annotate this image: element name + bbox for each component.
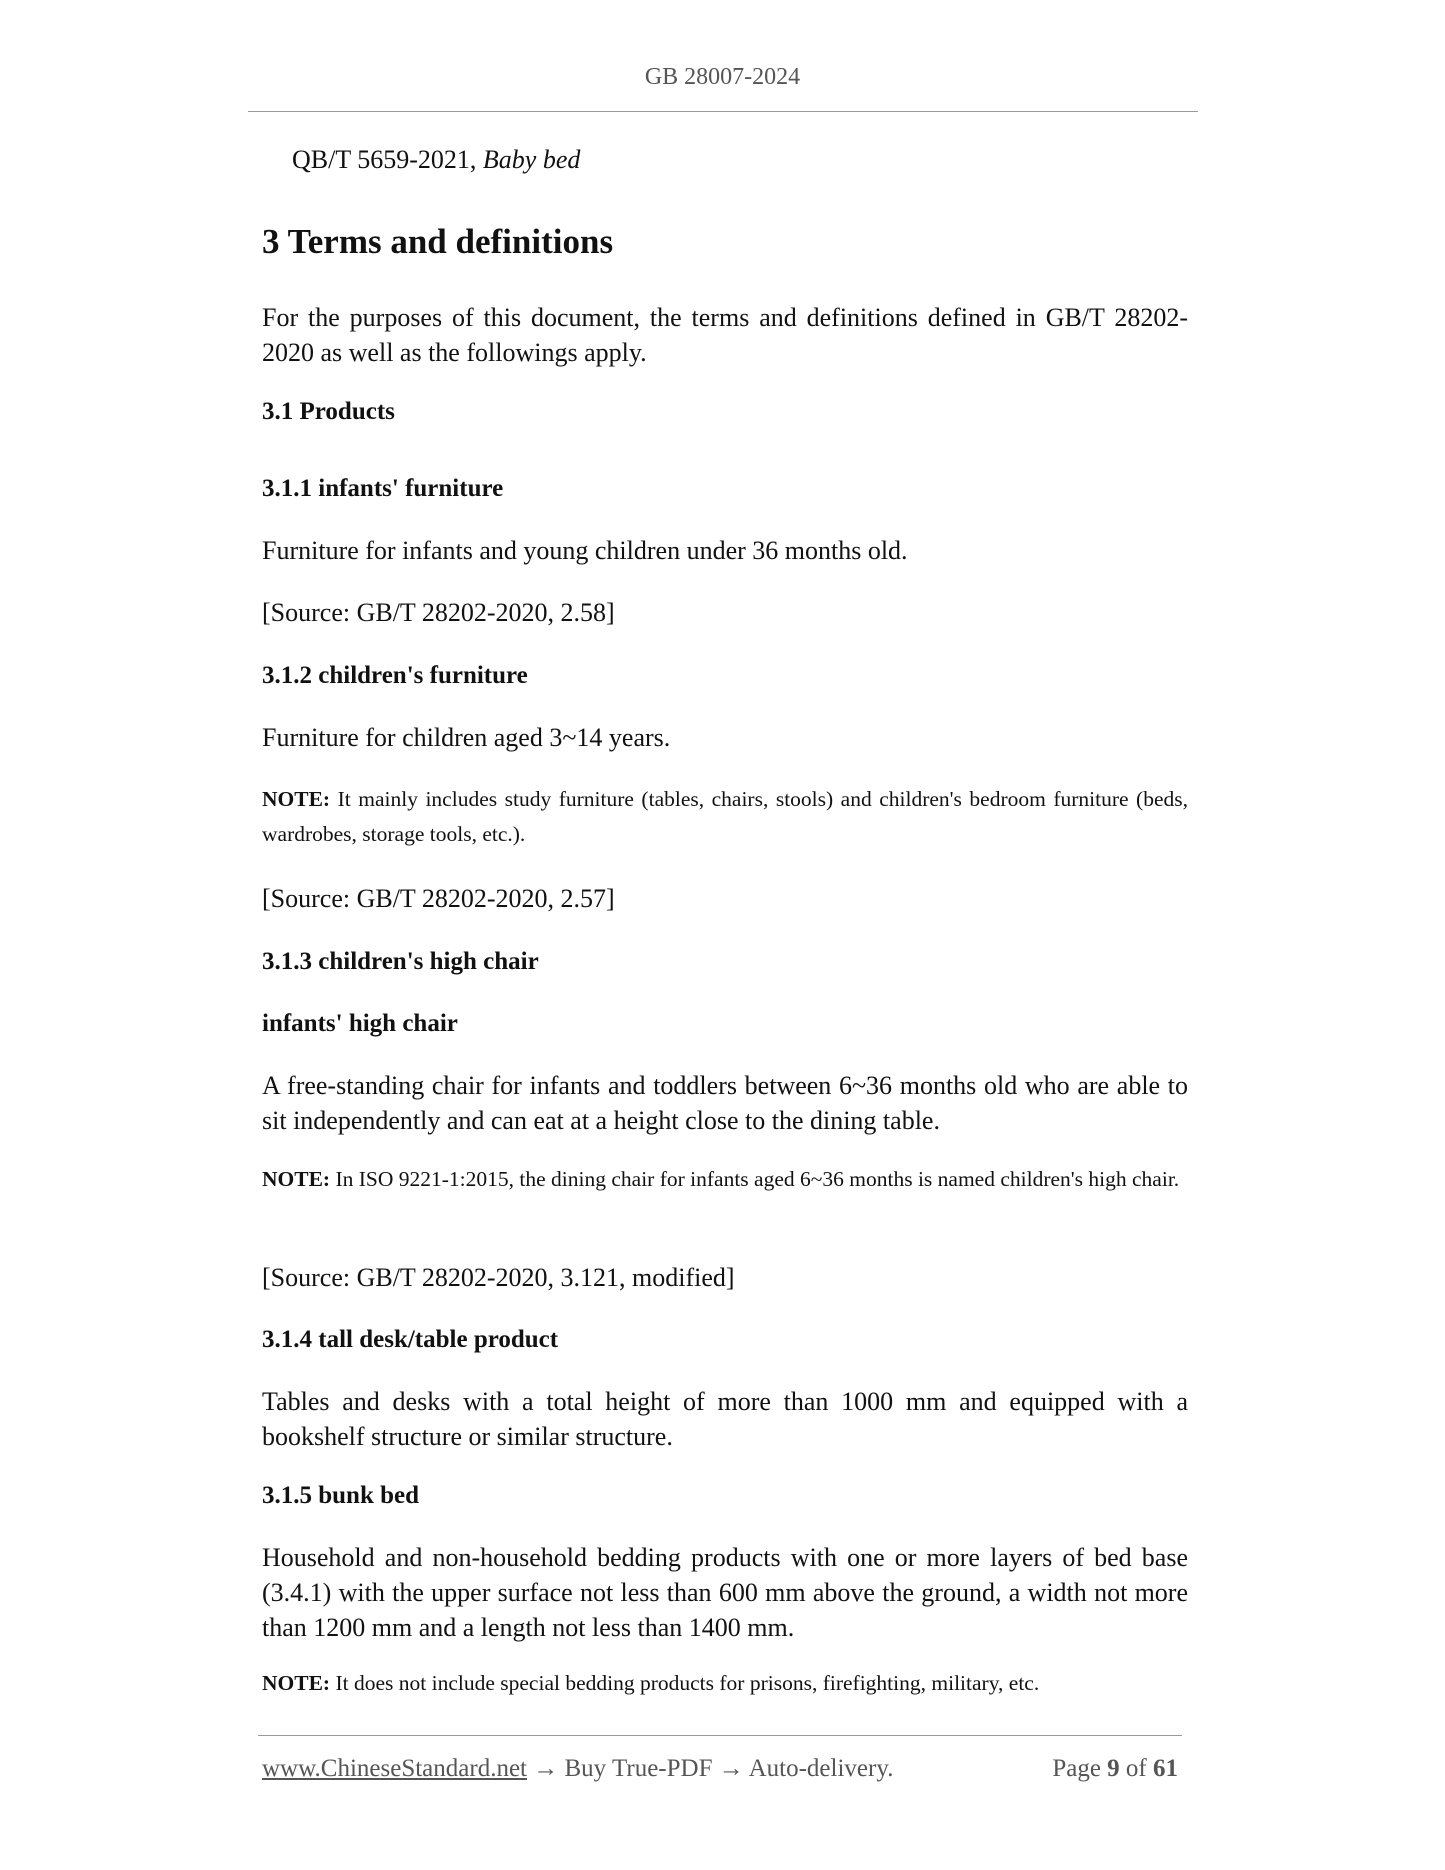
term-note-3-1-5 xyxy=(262,1666,1188,1701)
page-number: 9 xyxy=(1107,1755,1120,1782)
term-source-3-1-2: [Source: GB/T 28202-2020, 2.57] xyxy=(262,884,615,913)
term-definition-3-1-5: Household and non-household bedding products with one or more layers of bed base (3.4.1) with the upper surface not less than 600 mm above the ground, a width not more than 1200 mm and a length not less than 1400 mm. xyxy=(262,1543,1188,1642)
term-definition-3-1-4: Tables and desks with a total height of more than 1000 mm and equipped with a bookshelf structure or similar structure. xyxy=(262,1387,1188,1451)
page-indicator xyxy=(1052,1755,1178,1783)
normative-reference xyxy=(292,140,580,180)
term-heading-3-1-4: 3.1.4 tall desk/table product xyxy=(262,1326,559,1353)
note-label: NOTE: xyxy=(262,787,331,811)
term-heading-3-1-3: 3.1.3 children's high chair xyxy=(262,948,539,975)
term-source-3-1-3: [Source: GB/T 28202-2020, 3.121, modified] xyxy=(262,1263,735,1292)
section-title: 3 Terms and definitions xyxy=(262,222,614,261)
term-note-3-1-2 xyxy=(262,782,1188,852)
page-label: Page xyxy=(1052,1755,1101,1782)
note-text: It mainly includes study furniture (tables, chairs, stools) and children's bedroom furniture (beds, wardrobes, storage tools, etc.). xyxy=(262,787,1189,846)
page-footer xyxy=(262,1755,1178,1783)
term-heading-3-1-1: 3.1.1 infants' furniture xyxy=(262,475,504,502)
document-code-header: GB 28007-2024 xyxy=(644,64,801,90)
reference-code: QB/T 5659-2021, xyxy=(292,145,477,174)
term-definition-3-1-2: Furniture for children aged 3~14 years. xyxy=(262,723,671,752)
note-label: NOTE: xyxy=(262,1671,331,1695)
term-note-3-1-3 xyxy=(262,1162,1188,1197)
term-source-3-1-1: [Source: GB/T 28202-2020, 2.58] xyxy=(262,598,615,627)
footer-divider xyxy=(258,1735,1182,1736)
reference-title: Baby bed xyxy=(482,145,581,174)
intro-paragraph: For the purposes of this document, the terms and definitions defined in GB/T 28202-2020 as well as the followings apply. xyxy=(262,303,1188,367)
note-text: It does not include special bedding products for prisons, firefighting, military, etc. xyxy=(335,1671,1040,1695)
header-divider xyxy=(248,111,1198,112)
page-total: 61 xyxy=(1153,1755,1178,1782)
term-heading-3-1-2: 3.1.2 children's furniture xyxy=(262,662,528,689)
term-definition-3-1-1: Furniture for infants and young children under 36 months old. xyxy=(262,536,908,565)
subsection-title: 3.1 Products xyxy=(262,398,395,425)
term-heading-3-1-5: 3.1.5 bunk bed xyxy=(262,1482,420,1509)
of-label: of xyxy=(1125,1755,1147,1782)
term-alt-heading-3-1-3: infants' high chair xyxy=(262,1010,458,1037)
site-link[interactable]: www.ChineseStandard.net xyxy=(262,1755,527,1782)
note-text: In ISO 9221-1:2015, the dining chair for infants aged 6~36 months is named children's high chair. xyxy=(335,1167,1180,1191)
note-label: NOTE: xyxy=(262,1167,331,1191)
term-definition-3-1-3: A free-standing chair for infants and toddlers between 6~36 months old who are able to sit independently and can eat at a height close to the dining table. xyxy=(262,1071,1188,1135)
promo-text: → Buy True-PDF → Auto-delivery. xyxy=(533,1755,894,1782)
